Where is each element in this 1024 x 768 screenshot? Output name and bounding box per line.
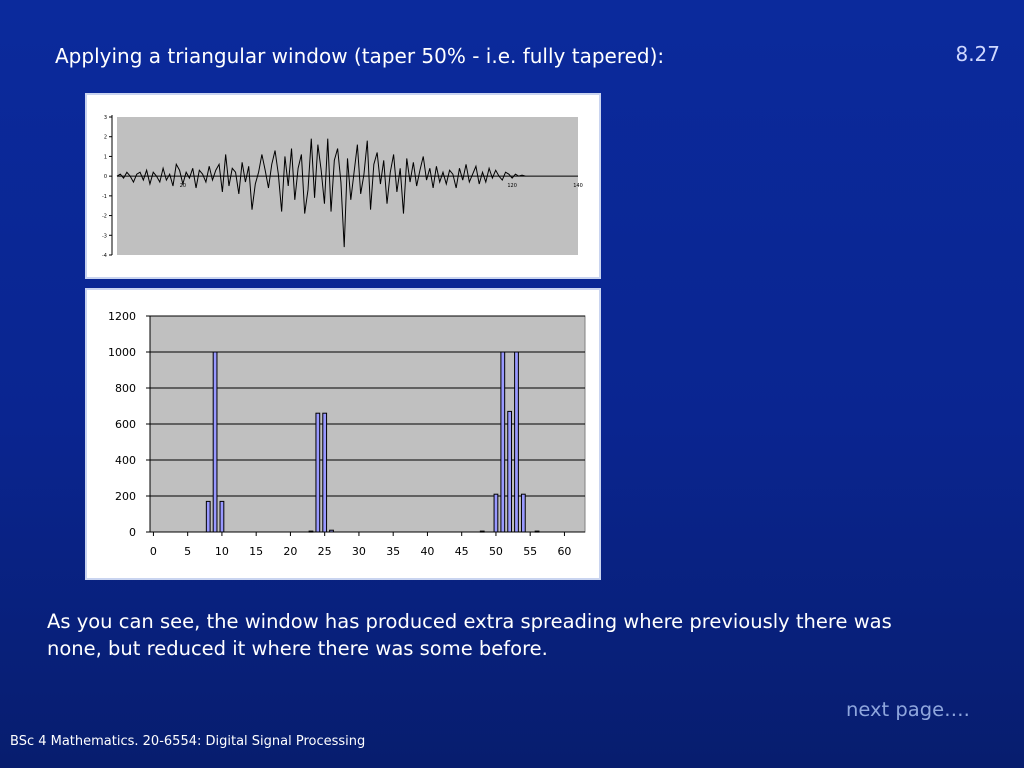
bar [213, 352, 217, 532]
x-tick-label: 10 [214, 545, 229, 558]
bar [309, 531, 313, 532]
y-tick-label: 1 [103, 154, 107, 161]
x-tick-label: 45 [454, 545, 469, 558]
y-tick-label: 0 [103, 174, 107, 181]
x-tick-label: 55 [523, 545, 538, 558]
y-tick-label: -1 [102, 193, 107, 200]
bar [501, 352, 505, 532]
bar [515, 352, 519, 532]
x-tick-label: 35 [386, 545, 401, 558]
x-tick-label: 0 [149, 545, 157, 558]
x-tick-label: 140 [573, 183, 583, 190]
next-page-link[interactable]: next page…. [846, 698, 970, 721]
y-tick-label: 600 [115, 418, 136, 431]
x-tick-label: 25 [317, 545, 332, 558]
y-tick-label: -4 [102, 253, 107, 259]
bar [494, 494, 498, 532]
x-tick-label: 20 [283, 545, 298, 558]
y-tick-label: 3 [103, 115, 107, 121]
y-tick-label: 800 [115, 382, 136, 395]
footer-text: BSc 4 Mathematics. 20-6554: Digital Signal Processing [10, 734, 366, 749]
bar [316, 413, 320, 532]
y-tick-label: 1000 [108, 346, 136, 359]
bar [521, 494, 525, 532]
explanation-text: As you can see, the window has produced extra spreading where previously there was none, but reduced it where there was some before. [47, 610, 892, 660]
x-tick-label: 20 [179, 183, 187, 190]
bar [535, 531, 539, 532]
spectrum-bar-chart [87, 290, 599, 578]
bar [206, 501, 210, 532]
y-tick-label: 1200 [108, 310, 136, 323]
x-tick-label: 40 [420, 545, 435, 558]
page-number: 8.27 [955, 42, 1000, 66]
x-tick-label: 50 [488, 545, 503, 558]
time-series-chart [87, 95, 599, 277]
x-tick-label: 30 [351, 545, 366, 558]
slide-title: Applying a triangular window (taper 50% - i.e. fully tapered): [55, 44, 665, 68]
time-series-chart-frame [85, 93, 601, 279]
y-tick-label: 200 [115, 490, 136, 503]
bar [508, 411, 512, 532]
y-tick-label: -2 [102, 213, 107, 220]
y-tick-label: 2 [103, 134, 107, 141]
bar [330, 530, 334, 532]
y-tick-label: 0 [129, 526, 136, 539]
x-tick-label: 60 [557, 545, 572, 558]
bar [220, 501, 224, 532]
y-tick-label: -3 [102, 233, 107, 240]
y-tick-label: 400 [115, 454, 136, 467]
bar [323, 413, 327, 532]
spectrum-chart-frame [85, 288, 601, 580]
x-tick-label: 5 [184, 545, 192, 558]
bar [480, 531, 484, 532]
x-tick-label: 15 [249, 545, 264, 558]
x-tick-label: 120 [507, 183, 517, 190]
